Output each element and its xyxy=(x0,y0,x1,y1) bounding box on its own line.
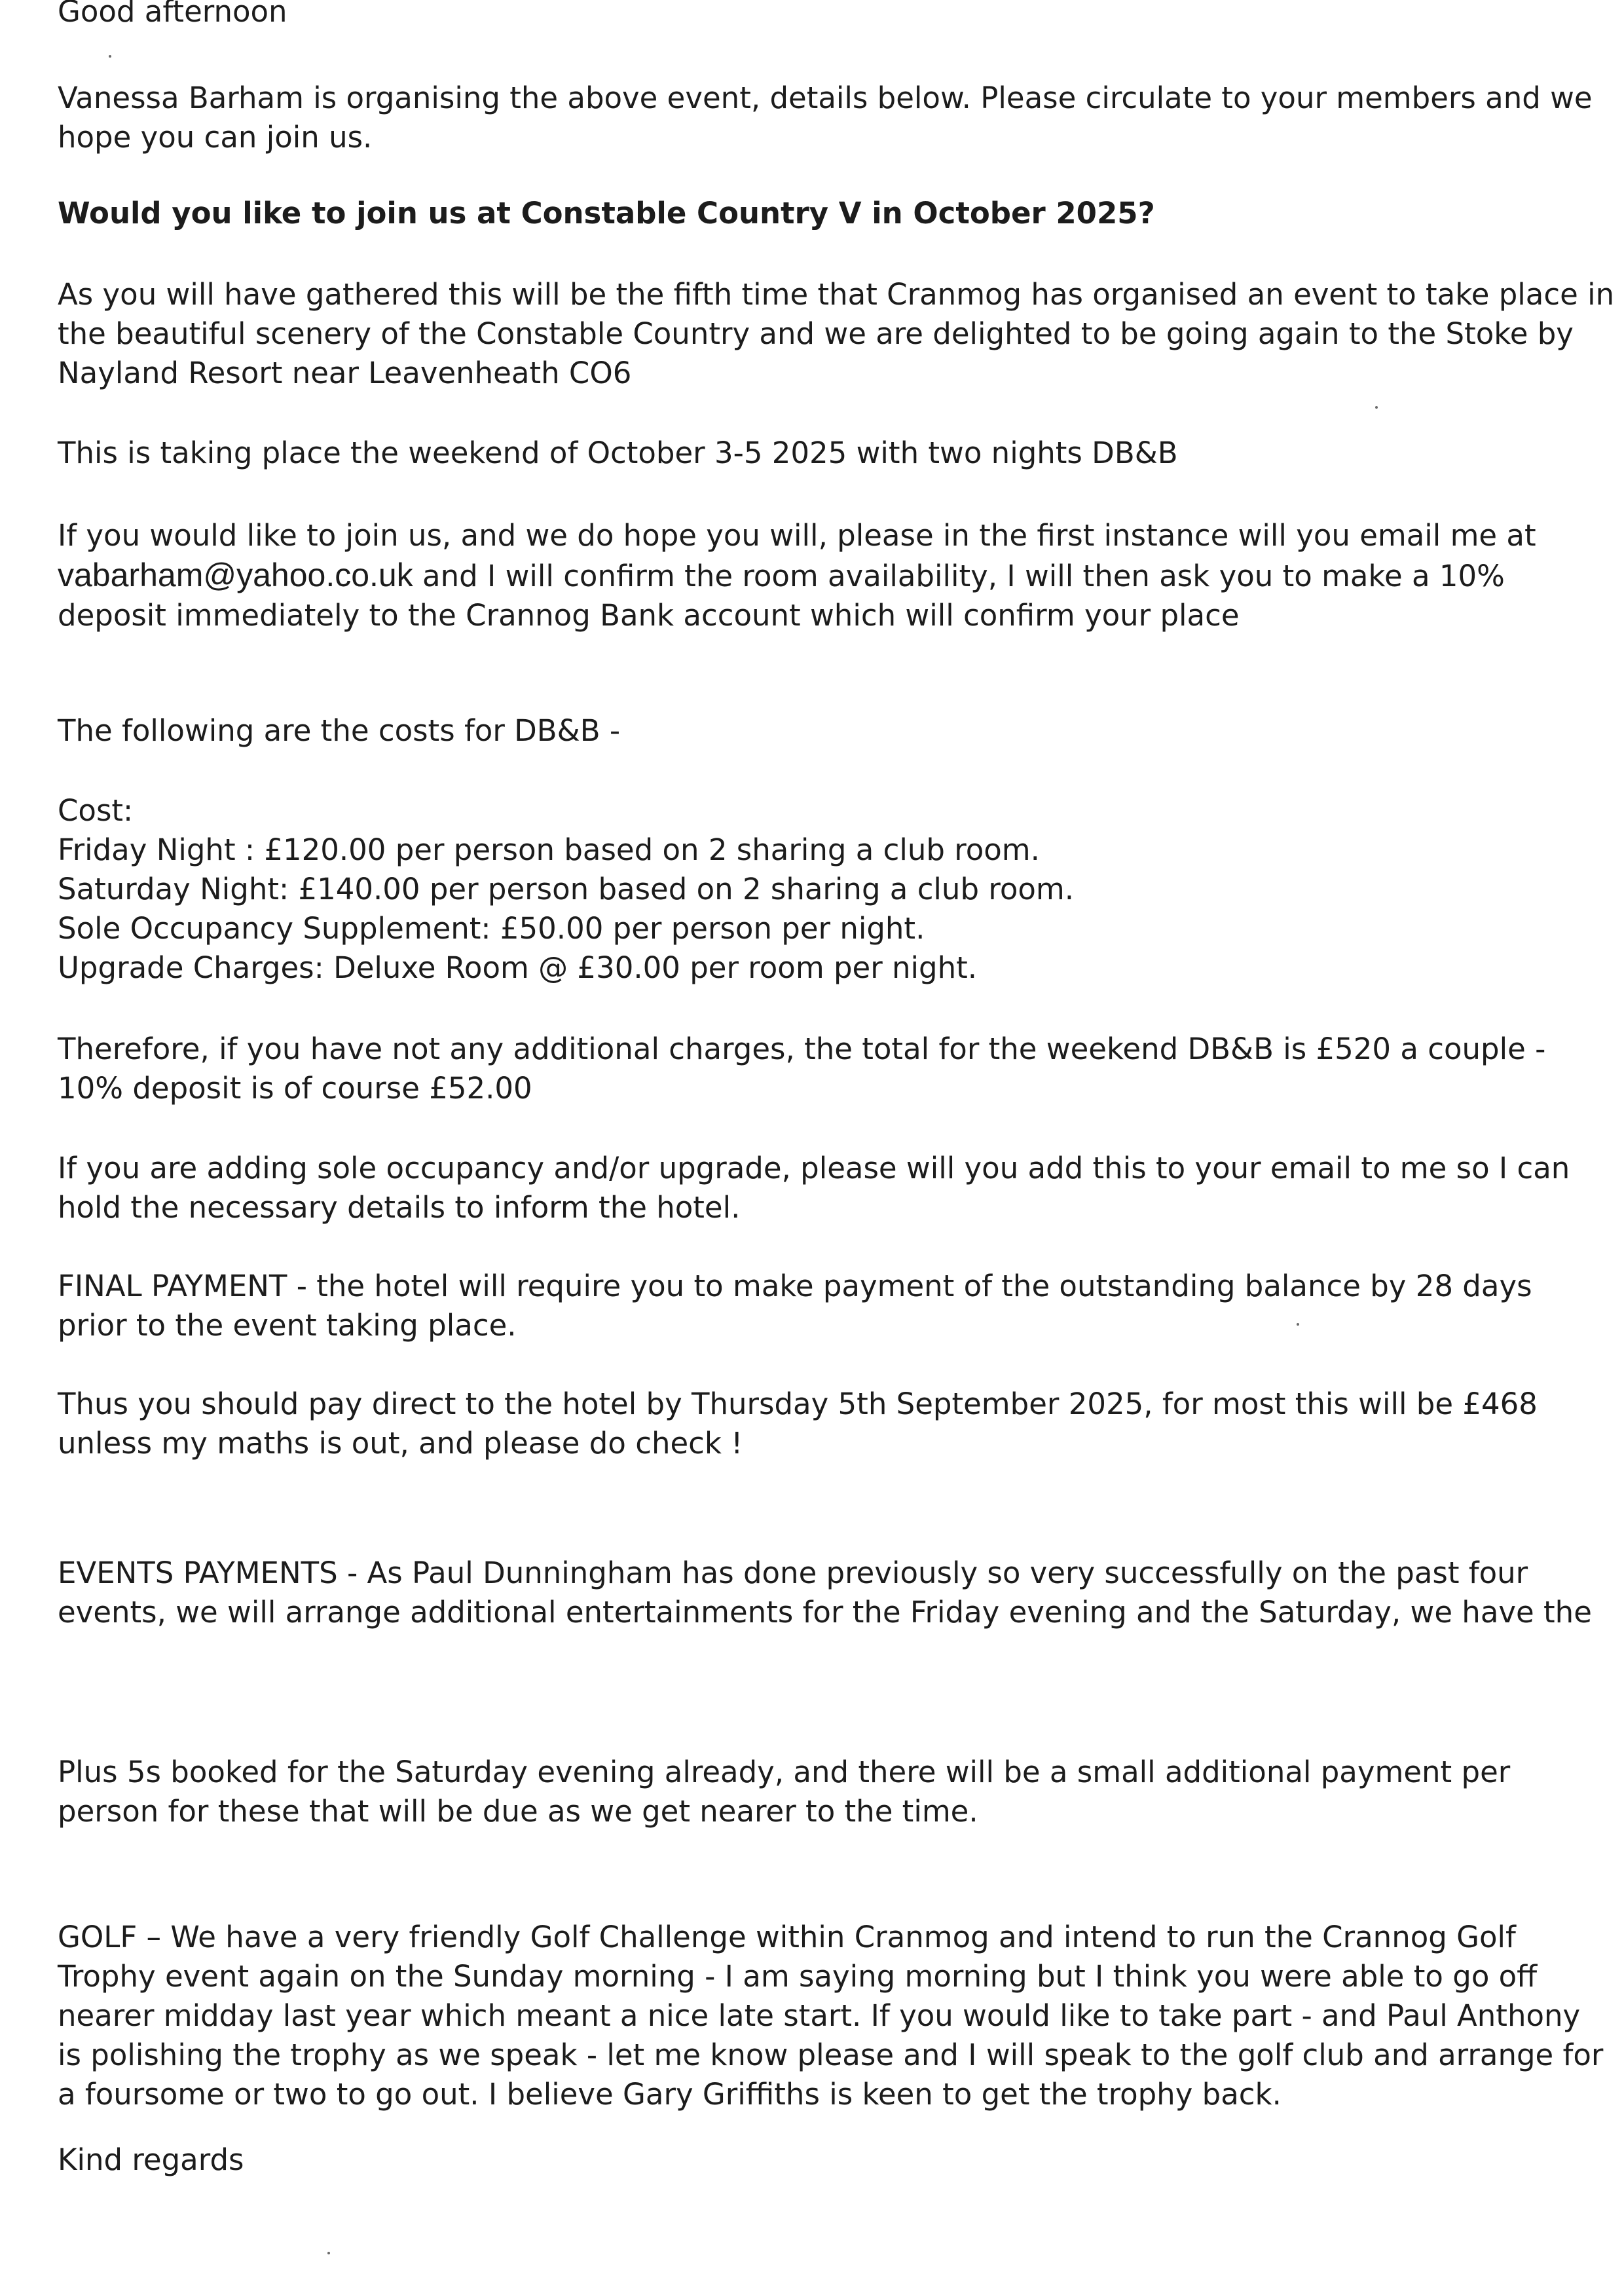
signoff-text: Kind regards xyxy=(58,2142,244,2177)
golf-line-2: Trophy event again on the Sunday morning - I am saying morning but I think you were able to go off xyxy=(58,1959,1538,1994)
golf-line-4: is polishing the trophy as we speak - let me know please and I will speak to the golf club and arrange for xyxy=(58,2038,1604,2072)
golf-paragraph xyxy=(58,1918,1604,2114)
plus5s-line-1: Plus 5s booked for the Saturday evening already, and there will be a small additional payment per xyxy=(58,1755,1511,1789)
greeting-text: Good afternoon xyxy=(58,0,287,29)
extras-line-1: If you are adding sole occupancy and/or upgrade, please will you add this to your email to me so I can xyxy=(58,1151,1570,1185)
total-line-1: Therefore, if you have not any additional charges, the total for the weekend DB&B is £520 a couple - xyxy=(58,1032,1546,1066)
dates-text: This is taking place the weekend of October 3-5 2025 with two nights DB&B xyxy=(58,436,1178,470)
dates-paragraph xyxy=(58,434,1557,473)
booking-line-3: deposit immediately to the Crannog Bank account which will confirm your place xyxy=(58,598,1240,633)
booking-line-2 xyxy=(58,555,1557,596)
booking-line-2-rest: and I will confirm the room availability, I will then ask you to make a 10% xyxy=(413,559,1505,593)
scan-speck xyxy=(109,55,111,58)
plus5s-paragraph xyxy=(58,1753,1557,1831)
costs-list xyxy=(58,791,1557,988)
events-payments-line-1: EVENTS PAYMENTS - As Paul Dunningham has done previously so very successfully on the past four xyxy=(58,1556,1528,1590)
costs-heading: Cost: xyxy=(58,793,134,828)
events-payments-paragraph xyxy=(58,1554,1592,1632)
intro-line-1: Vanessa Barham is organising the above event, details below. Please circulate to your members and we xyxy=(58,81,1593,115)
email-address: vabarham@yahoo.co.uk xyxy=(58,557,413,593)
scan-speck xyxy=(1297,1323,1299,1326)
cost-item-saturday: Saturday Night: £140.00 per person based on 2 sharing a club room. xyxy=(58,872,1075,906)
final-payment-paragraph xyxy=(58,1267,1557,1345)
extras-paragraph xyxy=(58,1149,1570,1227)
intro-line-2: hope you can join us. xyxy=(58,120,373,155)
costs-intro xyxy=(58,711,1557,751)
pay-by-line-1: Thus you should pay direct to the hotel by Thursday 5th September 2025, for most this will be £468 xyxy=(58,1387,1538,1421)
headline xyxy=(58,194,1557,233)
background-line-2: the beautiful scenery of the Constable Country and we are delighted to be going again to the Stoke by xyxy=(58,316,1574,351)
total-paragraph xyxy=(58,1030,1557,1108)
booking-line-1: If you would like to join us, and we do hope you will, please in the first instance will you email me at xyxy=(58,518,1536,553)
headline-text: Would you like to join us at Constable Country V in October 2025? xyxy=(58,196,1155,231)
golf-line-1: GOLF – We have a very friendly Golf Challenge within Cranmog and intend to run the Crannog Golf xyxy=(58,1920,1516,1954)
costs-intro-text: The following are the costs for DB&B - xyxy=(58,713,621,748)
total-line-2: 10% deposit is of course £52.00 xyxy=(58,1071,532,1106)
final-payment-line-1: FINAL PAYMENT - the hotel will require you to make payment of the outstanding balance by 28 days xyxy=(58,1269,1532,1303)
signoff xyxy=(58,2140,1557,2180)
pay-by-paragraph xyxy=(58,1385,1557,1463)
cost-item-upgrade: Upgrade Charges: Deluxe Room @ £30.00 per room per night. xyxy=(58,950,978,985)
golf-line-3: nearer midday last year which meant a nice late start. If you would like to take part - and Paul Anthony xyxy=(58,1998,1581,2033)
cost-item-friday: Friday Night : £120.00 per person based on 2 sharing a club room. xyxy=(58,832,1040,867)
intro-paragraph xyxy=(58,79,1593,157)
greeting xyxy=(58,0,1557,31)
booking-paragraph xyxy=(58,516,1557,635)
background-line-3: Nayland Resort near Leavenheath CO6 xyxy=(58,356,632,390)
events-payments-line-2: events, we will arrange additional entertainments for the Friday evening and the Saturday, we have the xyxy=(58,1595,1592,1630)
scan-speck xyxy=(1375,406,1378,409)
extras-line-2: hold the necessary details to inform the hotel. xyxy=(58,1190,741,1225)
final-payment-line-2: prior to the event taking place. xyxy=(58,1308,517,1343)
pay-by-line-2: unless my maths is out, and please do check ! xyxy=(58,1426,743,1461)
plus5s-line-2: person for these that will be due as we get nearer to the time. xyxy=(58,1794,978,1829)
scan-speck xyxy=(327,2252,330,2254)
background-line-1: As you will have gathered this will be the fifth time that Cranmog has organised an event to take place in xyxy=(58,277,1615,312)
background-paragraph xyxy=(58,275,1615,393)
cost-item-sole-occupancy: Sole Occupancy Supplement: £50.00 per person per night. xyxy=(58,911,925,946)
golf-line-5: a foursome or two to go out. I believe Gary Griffiths is keen to get the trophy back. xyxy=(58,2077,1282,2112)
